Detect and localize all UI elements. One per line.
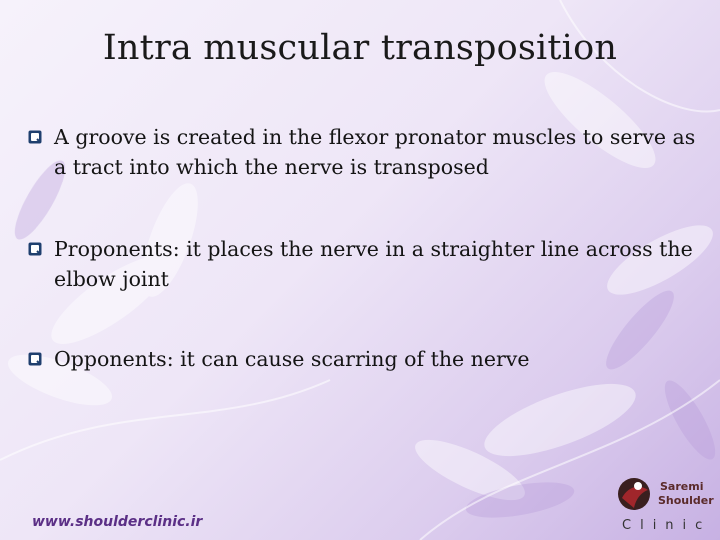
logo-text-saremi: Saremi [660,480,704,493]
bullet-item [28,344,708,374]
clinic-logo [608,468,718,538]
logo-text-shoulder: Shoulder [658,494,714,507]
bullet-text: Opponents: it can cause scarring of the nerve [54,347,530,371]
bullet-item [28,234,708,294]
slide-title: Intra muscular transposition [102,28,618,68]
shoulder-logo-icon [612,472,660,520]
q-bullet-icon [28,242,42,256]
bullet-item [28,122,708,182]
q-bullet-icon [28,352,42,366]
logo-text-clinic: Clinic [622,518,712,533]
q-bullet-icon [28,130,42,144]
footer-website-link[interactable]: www.shoulderclinic.ir [32,514,203,530]
bullet-text: A groove is created in the flexor pronator muscles to serve as a tract into which the nerve is transposed [54,125,696,179]
bullet-text: Proponents: it places the nerve in a straighter line across the elbow joint [54,237,693,291]
